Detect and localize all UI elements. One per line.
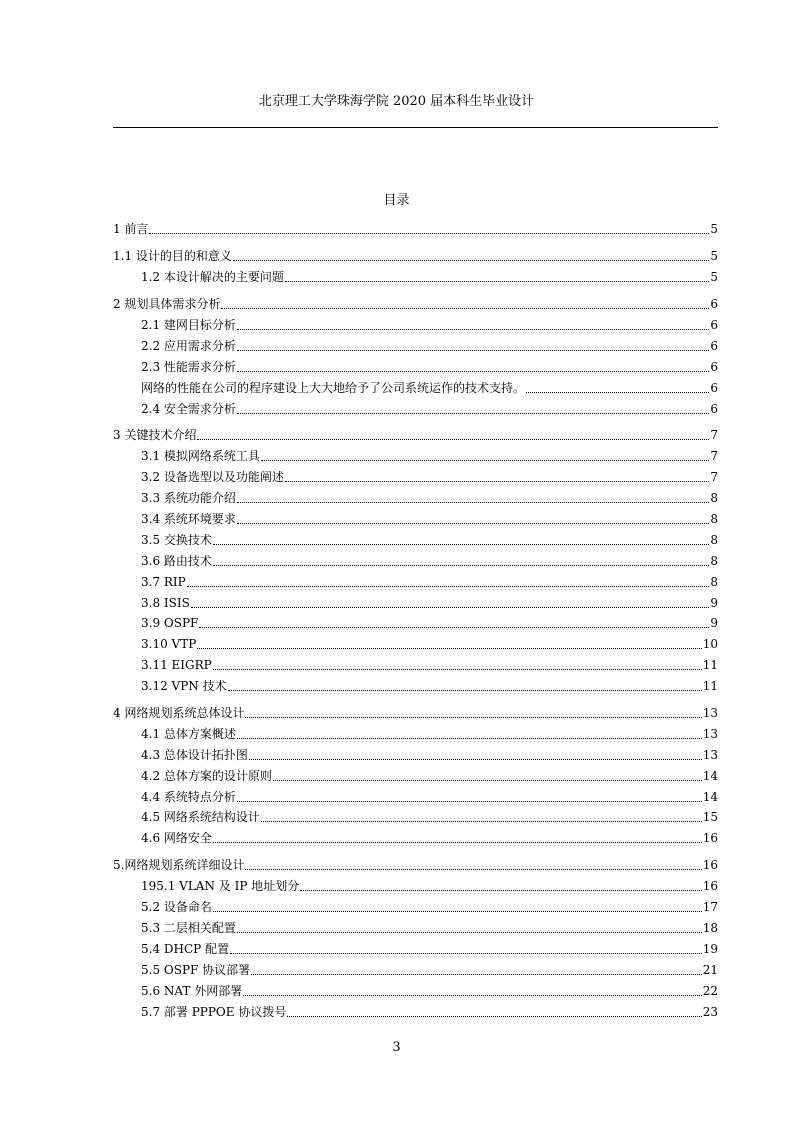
toc-entry[interactable] (113, 377, 718, 398)
header-rule (113, 127, 718, 128)
toc-leader-dots (197, 438, 709, 440)
toc-entry[interactable] (113, 425, 718, 446)
toc-entry[interactable] (113, 897, 718, 918)
toc-entry-label: 5.3 二层相关配置 (141, 920, 236, 935)
toc-entry-page: 5 (710, 222, 718, 237)
toc-entry-label: 2 规划具体需求分析 (113, 297, 221, 312)
toc-entry[interactable] (113, 723, 718, 744)
toc-entry-label: 4.6 网络安全 (141, 831, 212, 846)
toc-entry-page: 18 (702, 920, 718, 935)
toc-entry-page: 8 (710, 553, 718, 568)
toc-entry-label: 2.3 性能需求分析 (141, 359, 236, 374)
toc-leader-dots (213, 668, 702, 670)
toc-entry-label: 5.2 设备命名 (141, 900, 212, 915)
toc-entry-label: 3.2 设备选型以及功能阐述 (141, 470, 284, 485)
toc-entry-label: 3.1 模拟网络系统工具 (141, 449, 260, 464)
toc-entry-page: 5 (710, 249, 718, 264)
toc-leader-dots (149, 232, 709, 234)
toc-entry-page: 15 (702, 810, 718, 825)
toc-entry-label: 2.1 建网目标分析 (141, 318, 236, 332)
toc-entry-page: 21 (702, 962, 718, 977)
toc-entry-label: 5.4 DHCP 配置 (141, 941, 230, 956)
page-number: 3 (392, 1040, 401, 1055)
toc-entry-page: 6 (710, 401, 718, 416)
toc-leader-dots (213, 564, 709, 566)
toc-entry-label: 3.12 VPN 技术 (141, 679, 227, 694)
toc-entry-page: 11 (702, 679, 718, 694)
toc-entry[interactable] (113, 703, 718, 724)
toc-entry[interactable] (113, 876, 718, 897)
toc-leader-dots (300, 889, 701, 891)
toc-leader-dots (213, 910, 702, 912)
toc-entry-page: 19 (702, 941, 718, 956)
toc-entry-label: 195.1 VLAN 及 IP 地址划分 (141, 879, 300, 894)
toc-entry[interactable] (113, 488, 718, 509)
toc-entry-label: 5.网络规划系统详细设计 (113, 858, 245, 873)
toc-leader-dots (230, 952, 702, 954)
toc-entry-label: 4.4 系统特点分析 (141, 789, 236, 804)
toc-entry-page: 8 (710, 574, 718, 589)
toc-entry-label: 4.3 总体设计拓扑图 (141, 747, 248, 762)
toc-entry-label: 3.7 RIP (141, 574, 186, 589)
toc-leader-dots (233, 259, 709, 261)
toc-entry-page: 7 (710, 470, 718, 485)
toc-entry[interactable] (113, 855, 718, 876)
toc-leader-dots (237, 370, 709, 372)
toc-entry[interactable] (113, 938, 718, 959)
toc-entry[interactable] (113, 744, 718, 765)
page-header: 北京理工大学珠海学院 2020 届本科生毕业设计 (258, 94, 535, 109)
toc-entry-label: 3.3 系统功能介绍 (141, 491, 236, 506)
toc-leader-dots (237, 522, 709, 524)
toc-entry[interactable] (113, 529, 718, 550)
toc-entry-page: 6 (710, 297, 718, 312)
toc-entry[interactable] (113, 786, 718, 807)
toc-leader-dots (237, 328, 709, 330)
toc-entry[interactable] (113, 446, 718, 467)
toc-entry-page: 16 (702, 858, 718, 873)
toc-leader-dots (237, 737, 702, 739)
toc-entry-page: 7 (710, 428, 718, 443)
toc-leader-dots (213, 841, 702, 843)
toc-leader-dots (187, 585, 709, 587)
toc-entry[interactable] (113, 959, 718, 980)
toc-entry-page: 23 (702, 1004, 718, 1019)
toc-entry[interactable] (113, 315, 718, 336)
toc-entry[interactable] (113, 267, 718, 288)
toc-leader-dots (261, 459, 709, 461)
toc-entry[interactable] (113, 807, 718, 828)
toc-entry-page: 6 (710, 380, 718, 395)
toc-leader-dots (245, 716, 701, 718)
toc-entry-page: 5 (710, 270, 718, 285)
toc-entry[interactable] (113, 828, 718, 849)
toc-entry-label: 3.11 EIGRP (141, 658, 212, 673)
toc-entry[interactable] (113, 509, 718, 530)
toc-entry-label: 5.7 部署 PPPOE 协议拨号 (141, 1004, 287, 1019)
toc-leader-dots (237, 931, 702, 933)
toc-entry-page: 14 (702, 768, 718, 783)
toc-entry-page: 13 (702, 706, 718, 721)
toc-entry-label: 3.8 ISIS (141, 595, 190, 610)
toc-entry-page: 16 (702, 879, 718, 894)
toc-entry-label: 5.6 NAT 外网部署 (141, 983, 243, 998)
toc-leader-dots (197, 647, 701, 649)
toc-entry-page: 22 (702, 983, 718, 998)
toc-entry-label: 网络的性能在公司的程序建设上大大地给予了公司系统运作的技术支持。 (141, 380, 526, 395)
toc-leader-dots (273, 779, 702, 781)
toc-entry-label: 3.10 VTP (141, 637, 197, 652)
toc-entry-page: 6 (710, 318, 718, 332)
toc-entry[interactable] (113, 1001, 718, 1022)
toc-entry[interactable] (113, 219, 718, 240)
toc-entry-page: 7 (710, 449, 718, 464)
toc-entry-page: 10 (702, 637, 718, 652)
toc-entry-page: 16 (702, 831, 718, 846)
table-of-contents (113, 219, 718, 1022)
toc-entry-page: 13 (702, 747, 718, 762)
toc-entry[interactable] (113, 613, 718, 634)
toc-entry-label: 2.4 安全需求分析 (141, 401, 236, 416)
toc-entry-label: 3.6 路由技术 (141, 553, 212, 568)
toc-entry[interactable] (113, 980, 718, 1001)
toc-title: 目录 (383, 193, 410, 208)
toc-leader-dots (237, 800, 702, 802)
toc-entry-label: 5.5 OSPF 协议部署 (141, 962, 251, 977)
toc-leader-dots (237, 412, 709, 414)
toc-leader-dots (526, 391, 709, 393)
toc-entry-page: 17 (702, 900, 718, 915)
toc-entry[interactable] (113, 592, 718, 613)
toc-leader-dots (237, 349, 709, 351)
toc-entry[interactable] (113, 467, 718, 488)
toc-entry-page: 9 (710, 616, 718, 631)
toc-entry-label: 4 网络规划系统总体设计 (113, 706, 245, 721)
toc-entry-page: 8 (710, 491, 718, 506)
toc-entry[interactable] (113, 676, 718, 697)
toc-entry[interactable] (113, 356, 718, 377)
toc-entry-label: 3.9 OSPF (141, 616, 199, 631)
toc-entry-label: 3.4 系统环境要求 (141, 512, 236, 527)
toc-entry[interactable] (113, 655, 718, 676)
toc-entry[interactable] (113, 246, 718, 267)
toc-entry-label: 1.2 本设计解决的主要问题 (141, 270, 284, 285)
toc-entry-label: 2.2 应用需求分析 (141, 338, 236, 353)
toc-leader-dots (243, 994, 701, 996)
toc-leader-dots (237, 501, 709, 503)
toc-entry-page: 6 (710, 338, 718, 353)
toc-leader-dots (285, 480, 709, 482)
toc-entry[interactable] (113, 571, 718, 592)
toc-entry-label: 4.1 总体方案概述 (141, 726, 236, 741)
toc-entry-label: 3 关键技术介绍 (113, 428, 197, 443)
toc-entry-page: 13 (702, 726, 718, 741)
toc-entry-page: 11 (702, 658, 718, 673)
toc-entry[interactable] (113, 765, 718, 786)
toc-leader-dots (191, 606, 709, 608)
toc-entry-label: 4.2 总体方案的设计原则 (141, 768, 272, 783)
toc-entry[interactable] (113, 918, 718, 939)
toc-leader-dots (287, 1015, 701, 1017)
toc-leader-dots (245, 868, 701, 870)
toc-entry-page: 8 (710, 512, 718, 527)
toc-entry-page: 8 (710, 532, 718, 547)
toc-entry-label: 1 前言 (113, 222, 149, 237)
toc-entry-page: 14 (702, 789, 718, 804)
toc-leader-dots (285, 280, 709, 282)
toc-entry[interactable] (113, 398, 718, 419)
toc-leader-dots (213, 543, 709, 545)
toc-entry[interactable] (113, 550, 718, 571)
toc-leader-dots (228, 689, 702, 691)
toc-leader-dots (249, 758, 702, 760)
toc-entry[interactable] (113, 335, 718, 356)
toc-entry[interactable] (113, 634, 718, 655)
toc-leader-dots (261, 820, 702, 822)
toc-entry[interactable] (113, 294, 718, 315)
toc-leader-dots (221, 307, 709, 309)
toc-entry-page: 9 (710, 595, 718, 610)
toc-entry-page: 6 (710, 359, 718, 374)
toc-entry-label: 4.5 网络系统结构设计 (141, 810, 260, 825)
toc-entry-label: 3.5 交换技术 (141, 532, 212, 547)
toc-leader-dots (199, 626, 709, 628)
toc-leader-dots (251, 973, 702, 975)
toc-entry-label: 1.1 设计的目的和意义 (113, 249, 232, 264)
